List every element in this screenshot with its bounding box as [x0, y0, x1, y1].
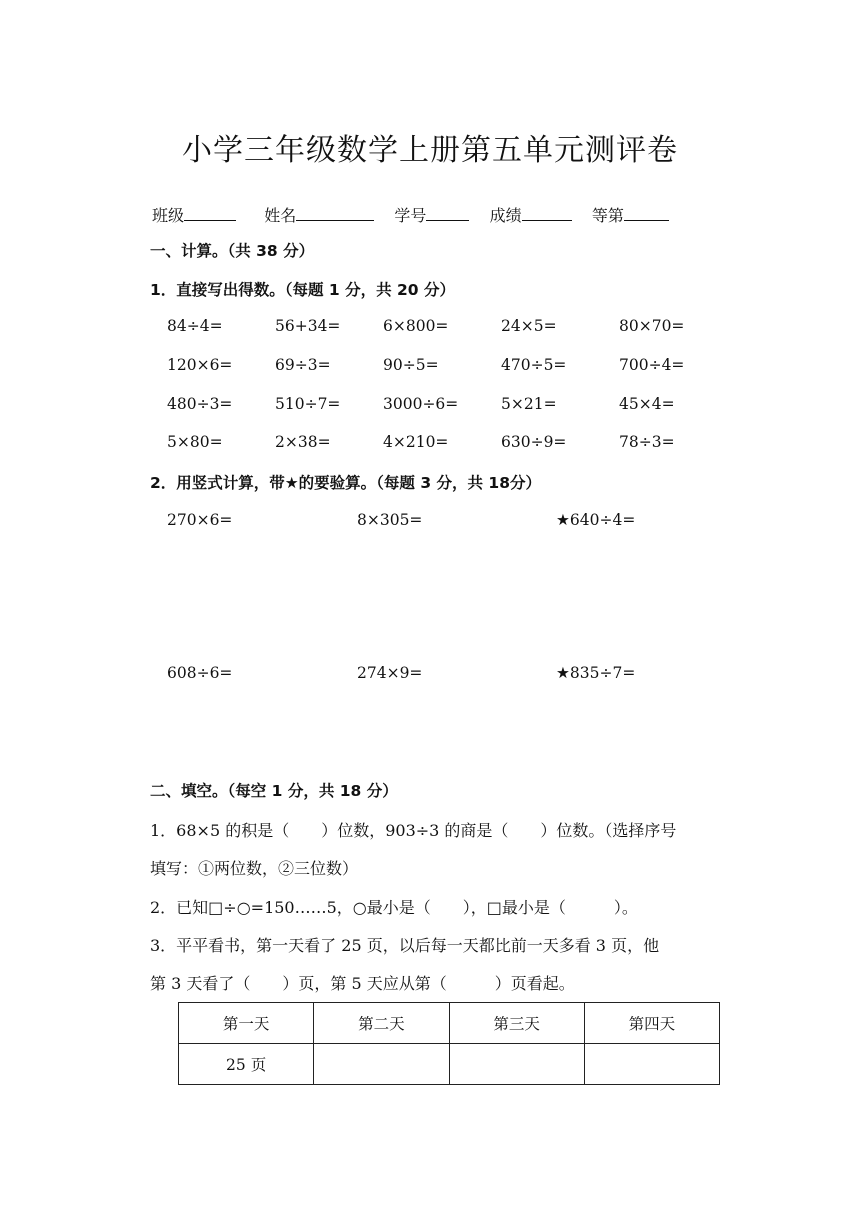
q1-heading: 1．直接写出得数。（每题 1 分，共 20 分） [150, 281, 455, 299]
table-cell-blank[interactable] [584, 1044, 719, 1085]
name-label: 姓名 [264, 206, 297, 225]
id-blank[interactable] [426, 206, 469, 221]
student-info-line [152, 203, 669, 226]
q2-heading: 2．用竖式计算，带★的要验算。（每题 3 分，共 18分） [150, 474, 541, 492]
calc-item: 470÷5= [501, 356, 567, 374]
fill-q3-line1: 3．平平看书，第一天看了 25 页，以后每一天都比前一天多看 3 页，他 [150, 936, 660, 955]
grade-label: 等第 [591, 206, 624, 225]
table-row [179, 1044, 720, 1085]
table-header-cell: 第四天 [584, 1003, 719, 1044]
fill-q3-line2: 第 3 天看了（ ）页，第 5 天应从第（ ）页看起。 [150, 974, 575, 993]
calc-item: 69÷3= [275, 356, 331, 374]
calc-item: 2×38= [275, 433, 331, 451]
calc-item: 5×80= [167, 433, 223, 451]
page-title: 小学三年级数学上册第五单元测评卷 [182, 133, 678, 168]
vertical-calc-item: 274×9= [357, 664, 423, 682]
score-blank[interactable] [522, 206, 572, 221]
table-cell: 25 页 [179, 1044, 314, 1085]
calc-item: 6×800= [383, 317, 449, 335]
grade-blank[interactable] [624, 206, 669, 221]
calc-item: 510÷7= [275, 395, 341, 413]
calc-item: 84÷4= [167, 317, 223, 335]
calc-item: 480÷3= [167, 395, 233, 413]
calc-item: 700÷4= [619, 356, 685, 374]
table-cell-blank[interactable] [449, 1044, 584, 1085]
calc-item: 24×5= [501, 317, 557, 335]
table-header-cell: 第二天 [314, 1003, 449, 1044]
calc-item: 4×210= [383, 433, 449, 451]
vertical-calc-item: 608÷6= [167, 664, 233, 682]
class-label: 班级 [152, 206, 185, 225]
table-header-row [179, 1003, 720, 1044]
calc-item: 78÷3= [619, 433, 675, 451]
fill-q1-line1: 1．68×5 的积是（ ）位数，903÷3 的商是（ ）位数。（选择序号 [150, 821, 677, 840]
vertical-calc-item: ★640÷4= [556, 511, 636, 529]
fill-q1-line2: 填写：①两位数，②三位数） [150, 859, 359, 878]
reading-pages-table [178, 1002, 720, 1085]
score-label: 成绩 [489, 206, 522, 225]
calc-item: 90÷5= [383, 356, 439, 374]
calc-item: 3000÷6= [383, 395, 459, 413]
calc-item: 630÷9= [501, 433, 567, 451]
calc-item: 56+34= [275, 317, 341, 335]
table-cell-blank[interactable] [314, 1044, 449, 1085]
table-header-cell: 第三天 [449, 1003, 584, 1044]
fill-q2-line1: 2．已知□÷○=150……5，○最小是（ ），□最小是（ ）。 [150, 898, 638, 917]
section2-heading: 二、填空。（每空 1 分，共 18 分） [150, 782, 398, 800]
calc-item: 80×70= [619, 317, 685, 335]
vertical-calc-item: ★835÷7= [556, 664, 636, 682]
id-label: 学号 [394, 206, 427, 225]
table-header-cell: 第一天 [179, 1003, 314, 1044]
calc-item: 120×6= [167, 356, 233, 374]
section1-heading: 一、计算。（共 38 分） [150, 242, 315, 260]
class-blank[interactable] [184, 206, 236, 221]
calc-item: 5×21= [501, 395, 557, 413]
vertical-calc-item: 270×6= [167, 511, 233, 529]
calc-item: 45×4= [619, 395, 675, 413]
vertical-calc-item: 8×305= [357, 511, 423, 529]
name-blank[interactable] [296, 206, 374, 221]
